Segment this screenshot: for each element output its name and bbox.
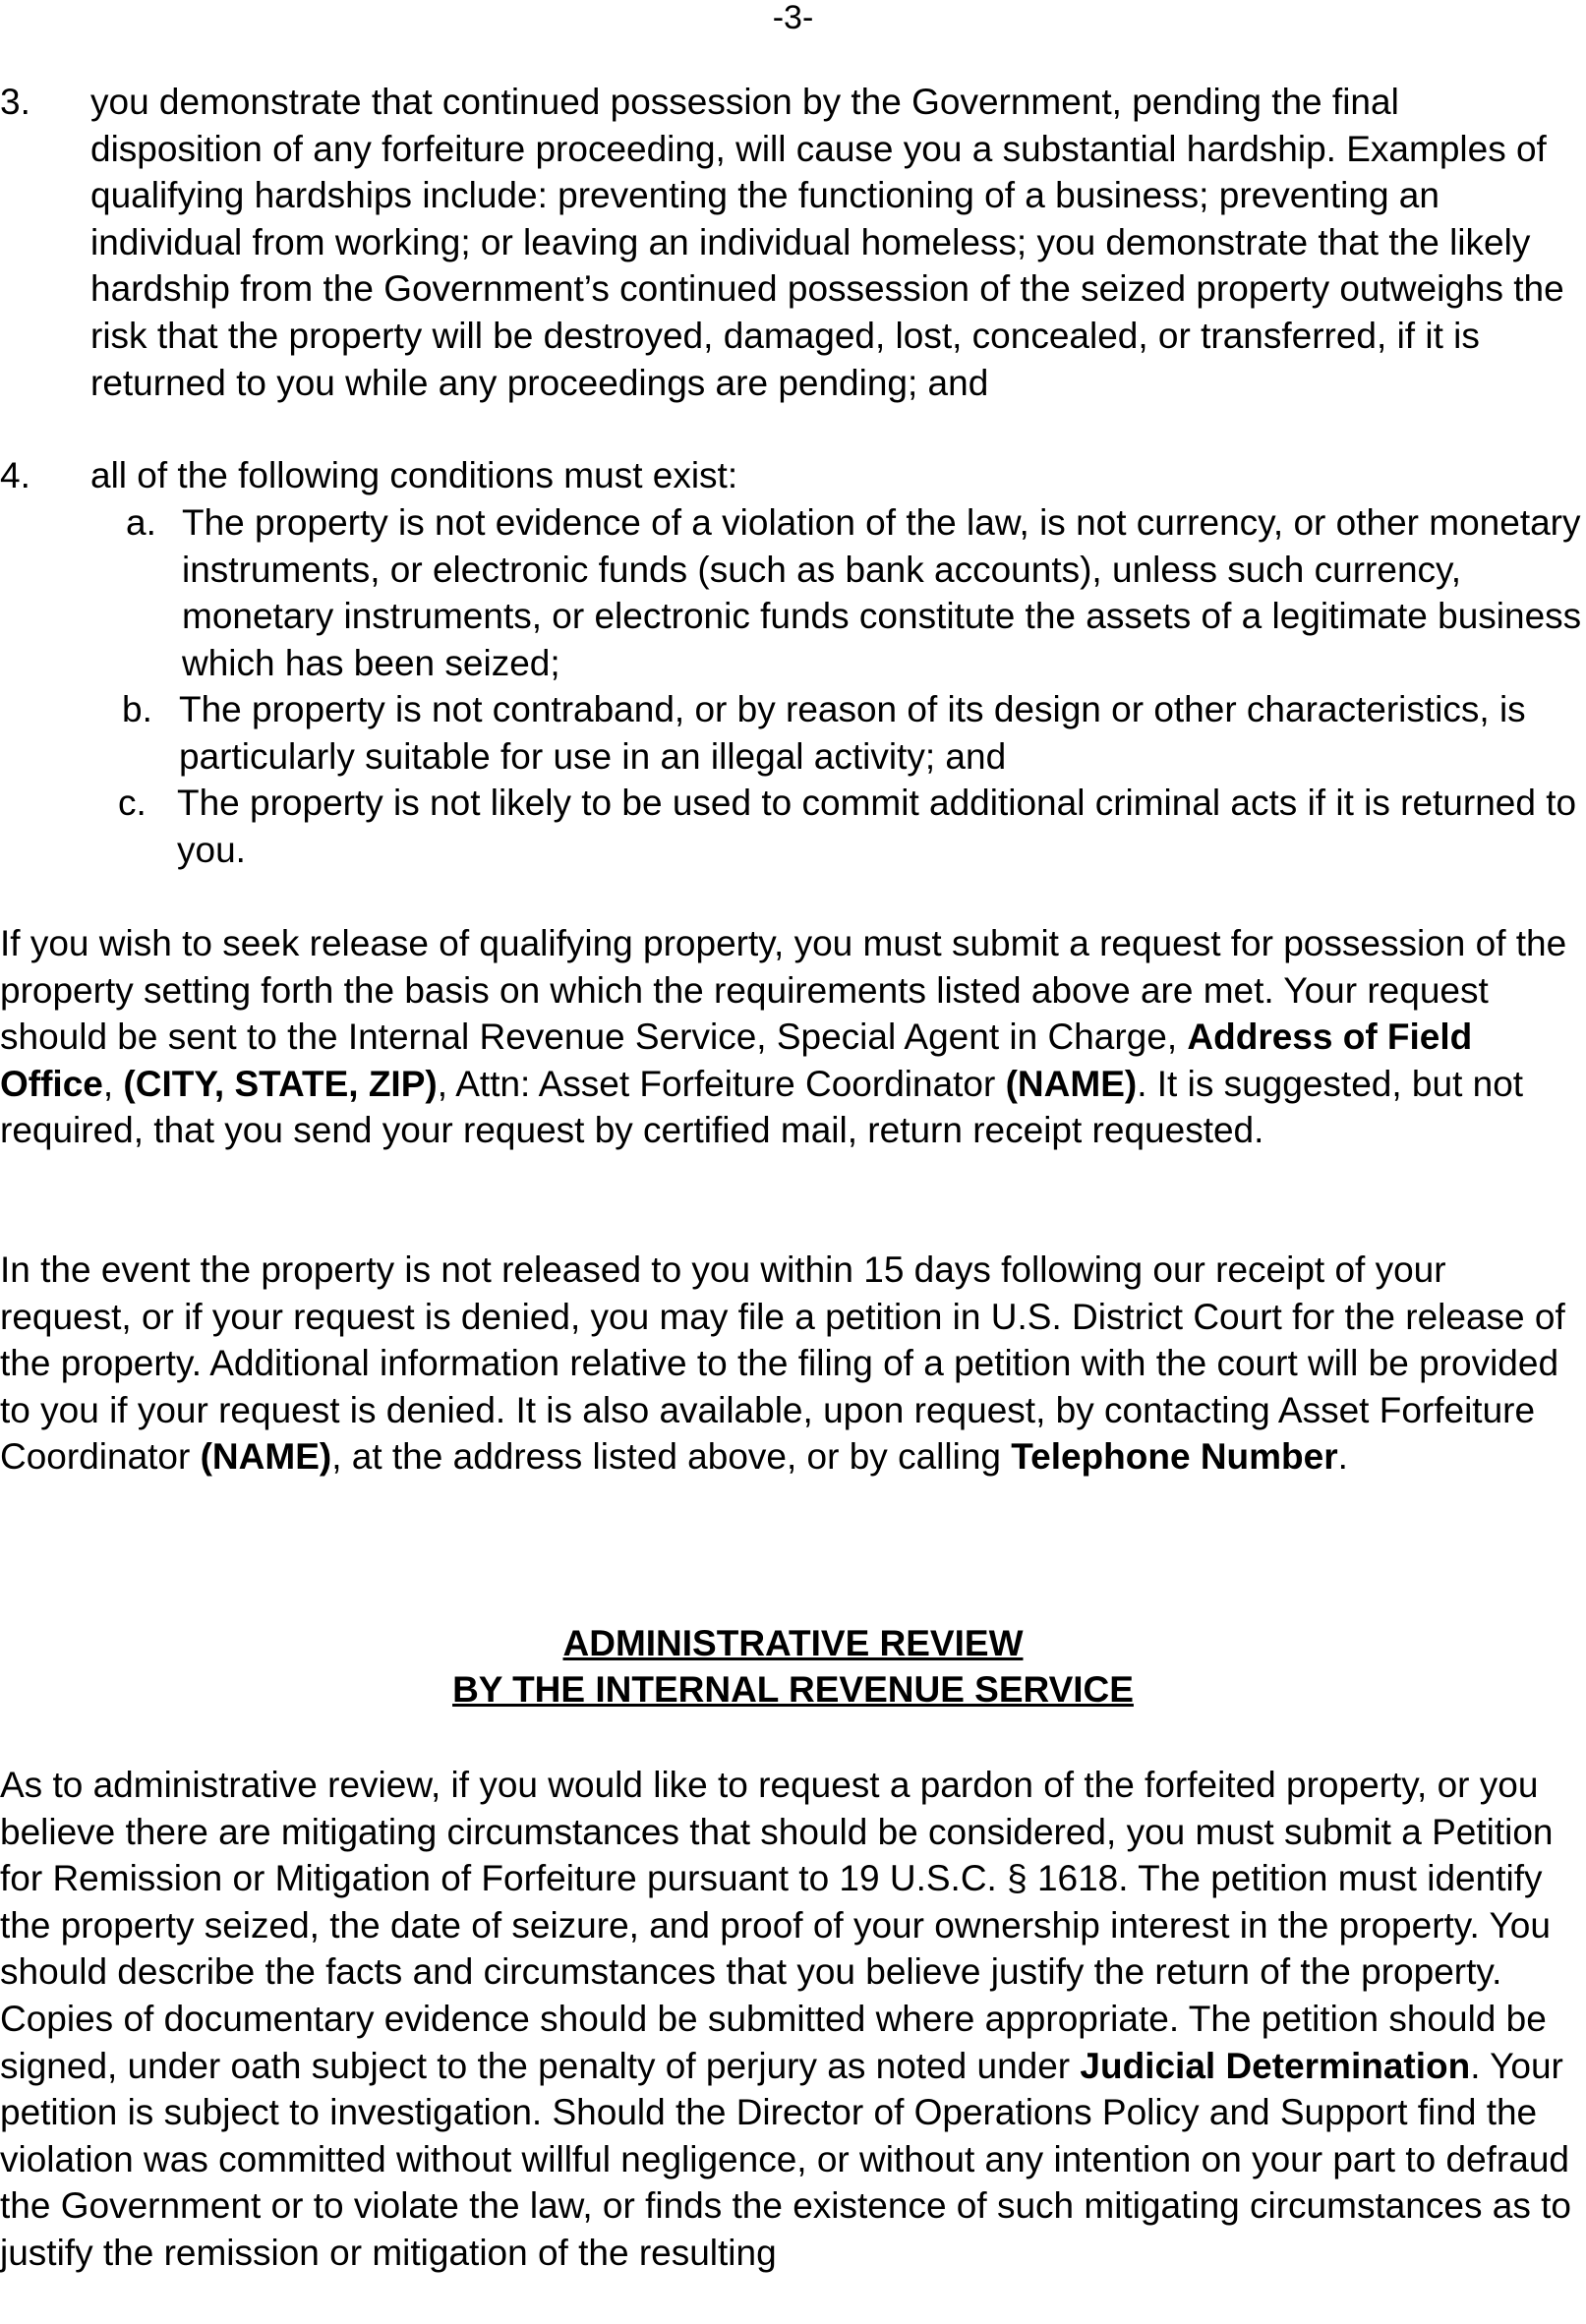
judicial-determination: Judicial Determination <box>1080 2045 1471 2086</box>
list-item-text: you demonstrate that continued possession by the Government, pending the final disposition of any forfeiture proceeding, will cause you a substantial hardship. Examples of qualifying hardships include: preventing the functioning of a business; preventing an individual from working; or leaving an individual homeless; you demonstrate that the likely hardship from the Government’s continued possession of the seized property outweighs the risk that the property will be destroyed, damaged, lost, concealed, or transferred, if it is returned to you while any proceedings are pending; and <box>90 82 1564 403</box>
section-heading-line-2: BY THE INTERNAL REVENUE SERVICE <box>452 1669 1134 1710</box>
telephone-number: Telephone Number <box>1011 1436 1338 1478</box>
coordinator-name: (NAME) <box>200 1436 332 1478</box>
sub-item-text: The property is not likely to be used to commit additional criminal acts if it is returned to you. <box>177 783 1577 870</box>
section-heading-line-1: ADMINISTRATIVE REVIEW <box>562 1623 1024 1663</box>
review-paragraph: As to administrative review, if you would like to request a pardon of the forfeited property, or you believe there are mitigating circumstances that should be considered, you must submit a Petition for Remission or Mitigation of Forfeiture pursuant to 19 U.S.C. § 1618. The petition must identify the property seized, the date of seizure, and proof of your ownership interest in the property. You should describe the facts and circumstances that you believe justify the return of the property. Copies of documentary evidence should be submitted where appropriate. The petition should be signed, under oath subject to the penalty of perjury as noted under Judicial Determination. Your petition is subject to investigation. Should the Director of Operations Policy and Support find the violation was committed without willful negligence, or without any intention on your part to defraud the Government or to violate the law, or finds the existence of such mitigating circumstances as to justify the remission or mitigation of the resulting <box>0 1765 1571 2273</box>
sub-item-letter: c. <box>118 783 147 823</box>
list-item-text: all of the following conditions must exist: <box>90 455 738 495</box>
sub-item-text: The property is not contraband, or by reason of its design or other characteristics, is particularly suitable for use in an illegal activity; and <box>179 689 1526 777</box>
field-office-address: Address of Field Office <box>0 1017 1473 1104</box>
list-item-number: 4. <box>0 455 30 495</box>
petition-paragraph: In the event the property is not released to you within 15 days following our receipt of your request, or if your request is denied, you may file a petition in U.S. District Court for the release of the property. Additional information relative to the filing of a petition with the court will be provided to you if your request is denied. It is also available, upon request, by contacting Asset Forfeiture Coordinator (NAME), at the address listed above, or by calling Telephone Number. <box>0 1249 1565 1478</box>
city-state-zip: (CITY, STATE, ZIP) <box>123 1063 438 1104</box>
page-number: -3- <box>772 0 814 36</box>
sub-item-letter: a. <box>126 502 156 543</box>
release-paragraph: If you wish to seek release of qualifying property, you must submit a request for possession of the property setting forth the basis on which the requirements listed above are met. Your request should be sent to the Internal Revenue Service, Special Agent in Charge, Address of Field Office, (CITY, STATE, ZIP), Attn: Asset Forfeiture Coordinator (NAME). It is suggested, but not required, that you send your request by certified mail, return receipt requested. <box>0 923 1567 1151</box>
list-item-number: 3. <box>0 82 30 122</box>
sub-item-text: The property is not evidence of a violation of the law, is not currency, or other monetary instruments, or electronic funds (such as bank accounts), unless such currency, monetary instruments, or electronic funds constitute the assets of a legitimate business which has been seized; <box>182 502 1582 683</box>
coordinator-name: (NAME) <box>1005 1063 1138 1104</box>
sub-item-letter: b. <box>122 689 152 729</box>
